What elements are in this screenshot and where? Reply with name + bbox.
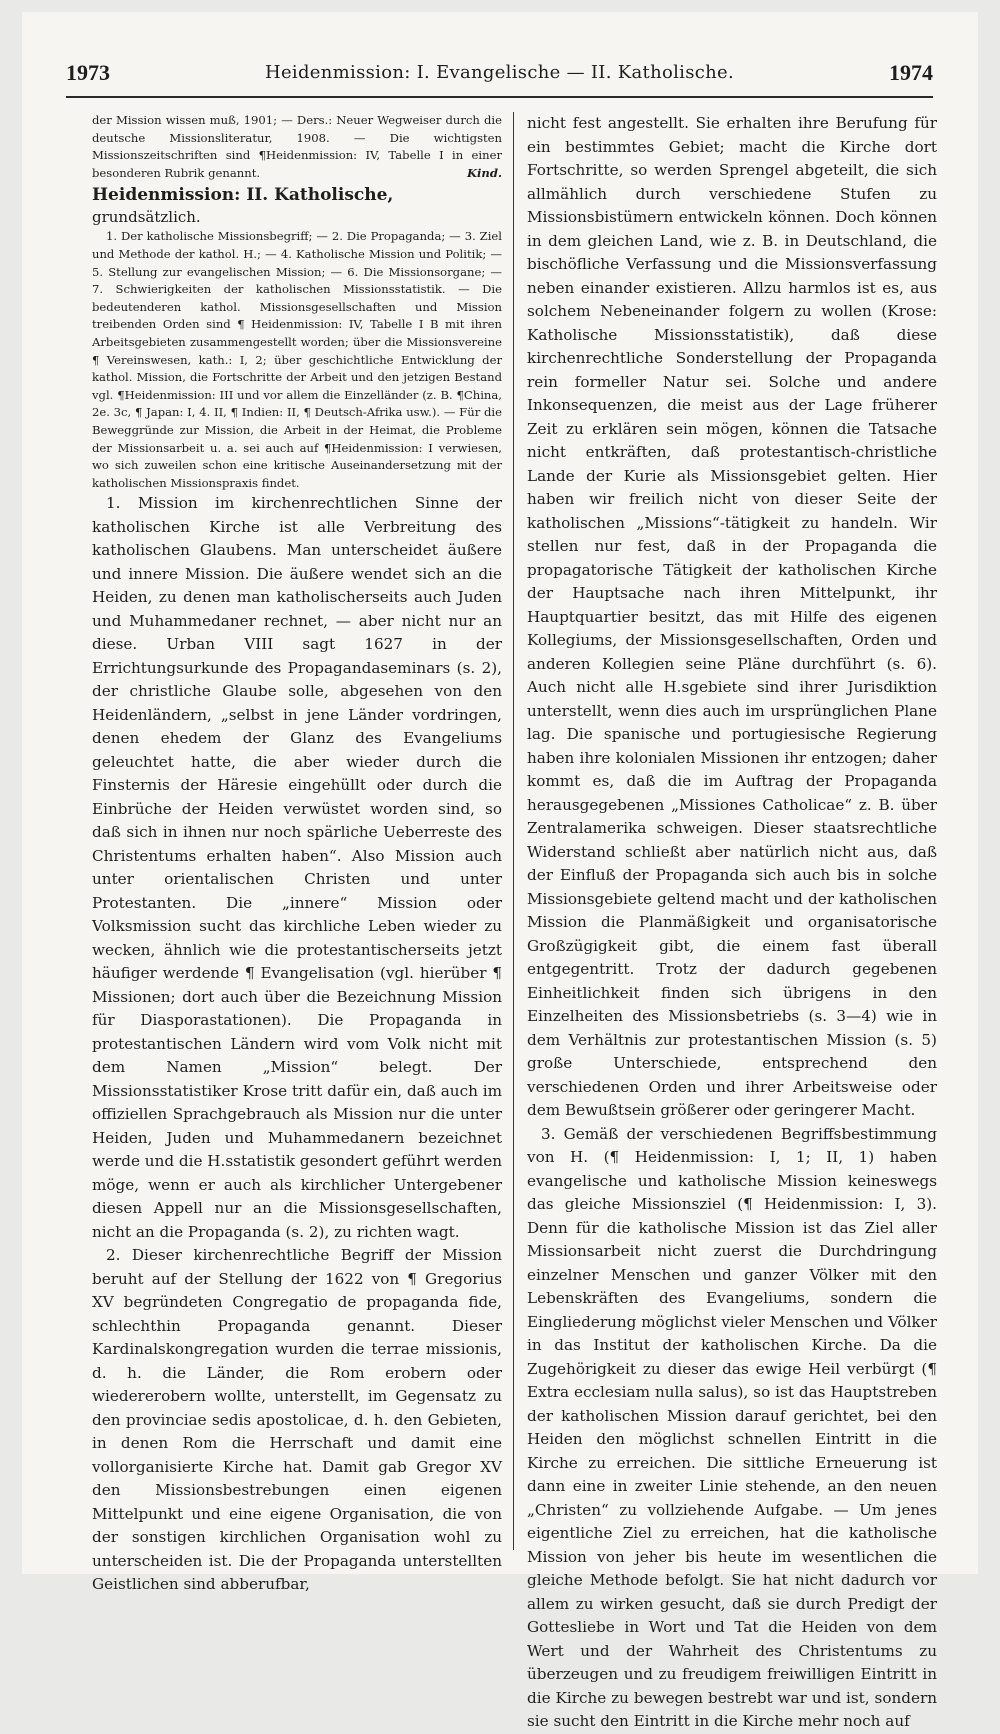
left-column [92,112,503,1594]
header-rule [66,96,933,98]
paragraph-1-mission-concept: 1. Mission im kirchenrechtlichen Sinne der katholischen Kirche ist alle Verbreitung des katholischen Glaubens. Man unterscheidet äußere und innere Mission. Die äußere wendet sich an die Heiden, zu denen man katholischerseits auch Juden und Muhammedaner rechnet, — aber nicht nur an diese. Urban VIII sagt 1627 in der Errichtungsurkunde des Propagandaseminars (s. 2), der christliche Glaube solle, abgesehen von den Heidenländern, „selbst in jene Länder vordringen, denen ehedem der Glanz des Evangeliums geleuchtet hatte, die aber wieder durch die Finsternis der Häresie eingehüllt oder durch die Einbrüche der Heiden verwüstet worden sind, so daß sich in ihnen nur noch spärliche Ueberreste des Christentums erhalten haben“. Also Mission auch unter orientalischen Christen und unter Protestanten. Die „innere“ Mission oder Volksmission sucht das kirchliche Leben wieder zu wecken, ähnlich wie die protestantischerseits jetzt häufiger werdende ¶ Evangelisation (vgl. hierüber ¶ Missionen; dort auch über die Bezeichnung Mission für Diasporastationen). Die Propaganda in protestantischen Ländern wird vom Volk nicht mit dem Namen „Mission“ belegt. Der Missionsstatistiker Krose tritt dafür ein, daß auch im offiziellen Sprachgebrauch als Mission nur die unter Heiden, Juden und Muhammedanern bezeichnet werde und die H.sstatistik gesondert geführt werden möge, wenn er auch als kirchlicher Untergebener diesen Appell nur an die Missionsgesellschaften, nicht an die Propaganda (s. 2), zu richten wagt. [92,494,503,1241]
page-number-right: 1974 [889,60,933,85]
column-divider [513,112,514,1550]
running-title: Heidenmission: I. Evangelische — II. Katholische. [264,62,735,83]
author-signature: Kind. [466,165,502,180]
section-heading [92,184,502,228]
section-title: Heidenmission: II. Katholische, [92,185,394,206]
section-subtitle: grundsätzlich. [92,208,201,227]
contents-summary: 1. Der katholische Missionsbegriff; — 2. Die Propaganda; — 3. Ziel und Methode der kathol. H.; — 4. Katholische Mission und Politik; — 5. Stellung zur evangelischen Mission; — 6. Die Missionsorgane; — 7. Schwierigkeiten der katholischen Missionsstatistik. — Die bedeutenderen kathol. Missionsgesellschaften und Mission treibenden Orden sind ¶ Heidenmission: IV, Tabelle I B mit ihren Arbeitsgebieten zusammengestellt worden; über die Missionsvereine ¶ Vereinswesen, kath.: I, 2; über geschichtliche Entwicklung der kathol. Mission, die Fortschritte der Arbeit und den jetzigen Bestand vgl. ¶Heidenmission: III und vor allem die Einzelländer (z. B. ¶China, 2e. 3c, ¶ Japan: I, 4. II, ¶ Indien: II, ¶ Deutsch-Afrika usw.). — Für die Beweggründe zur Mission, die Arbeit in der Heimat, die Probleme der Missionsarbeit u. a. sei auch auf ¶Heidenmission: I verwiesen, wo sich zuweilen schon eine kritische Auseinandersetzung mit der katholischen Missionspraxis findet. [92,229,502,490]
paragraph-2-propaganda: 2. Dieser kirchenrechtliche Begriff der Mission beruht auf der Stellung der 1622 von ¶ Gregorius XV begründeten Congregatio de propaganda fide, schlechthin Propaganda genannt. Dieser Kardinalskongregation wurden die terrae missionis, d. h. die Länder, die Rom erobern oder wiedererobern wollte, unterstellt, im Gegensatz zu den provinciae sedis apostolicae, d. h. den Gebieten, in denen Rom die Herrschaft und damit eine vollorganisierte Kirche hat. Damit gab Gregor XV den Missionsbestrebungen einen eigenen Mittelpunkt und eine eigene Organisation, die von der sonstigen kirchlichen Organisation wohl zu unterscheiden ist. Die der Propaganda unterstellten Geistlichen sind abberufbar, [92,1246,502,1594]
paragraph-3-goal-method: 3. Gemäß der verschiedenen Begriffsbestimmung von H. (¶ Heidenmission: I, 1; II, 1) haben evangelische und katholische Mission keineswegs das gleiche Missionsziel (¶ Heidenmission: I, 3). Denn für die katholische Mission ist das Ziel aller Missionsarbeit nicht zuerst die Durchdringung einzelner Menschen und ganzer Völker mit den Lebenskräften des Evangeliums, sondern die Eingliederung möglichst vieler Menschen und Völker in das Institut der katholischen Kirche. Da die Zugehörigkeit zu dieser das ewige Heil verbürgt (¶ Extra ecclesiam nulla salus), so ist das Hauptstreben der katholischen Mission darauf gerichtet, bei den Heiden den möglichst schnellen Eintritt in die Kirche zu erreichen. Die sittliche Erneuerung ist dann eine in zweiter Linie stehende, an den neuen „Christen“ zu vollziehende Aufgabe. — Um jenes eigentliche Ziel zu erreichen, hat die katholische Mission von jeher bis heute im wesentlichen die gleiche Methode befolgt. Sie hat nicht dadurch vor allem zu wirken gesucht, daß sie durch Predigt der Gottesliebe in Wort und Tat die Heiden von dem Wert und der Wahrheit des Christentums zu überzeugen und zu freudigem freiwilligen Eintritt in die Kirche zu bewegen bestrebt war und ist, sondern sie sucht den Eintritt in die Kirche mehr noch auf [527,1124,937,1730]
bibliography-note [92,112,502,182]
bibliography-text: der Mission wissen muß, 1901; — Ders.: Neuer Wegweiser durch die deutsche Missionsliteratur, 1908. — Die wichtigsten Missionszeitschriften sind ¶Heidenmission: IV, Tabelle I in einer besonderen Rubrik genannt. [92,113,502,180]
page-header [66,54,933,94]
right-column [527,112,937,1730]
paragraph-2-continued: nicht fest angestellt. Sie erhalten ihre Berufung für ein bestimmtes Gebiet; macht die Kirche dort Fortschritte, so werden Sprengel abgeteilt, die sich allmählich durch verschiedene Stufen zu Missionsbistümern entwickeln können. Doch können in dem gleichen Land, wie z. B. in Deutschland, die bischöfliche Verfassung und die Missionsverfassung neben einander existieren. Allzu harmlos ist es, aus solchem Nebeneinander folgern zu wollen (Krose: Katholische Missionsstatistik), daß diese kirchenrechtliche Sonderstellung der Propaganda rein formeller Natur sei. Solche und andere Inkonsequenzen, die meist aus der Lage früherer Zeit zu erklären sein mögen, können die Tatsache nicht entkräften, daß protestantisch-christliche Lande der Kurie als Missionsgebiet gelten. Hier haben wir freilich nicht von dieser Seite der katholischen „Missions“-tätigkeit zu handeln. Wir stellen nur fest, daß in der Propaganda die propagatorische Tätigkeit der katholischen Kirche der Hauptsache nach ihren Mittelpunkt, ihr Hauptquartier besitzt, das mit Hilfe des eigenen Kollegiums, der Missionsgesellschaften, Orden und anderen Kollegien seine Pläne durchführt (s. 6). Auch nicht alle H.sgebiete sind ihrer Jurisdiktion unterstellt, wenn dies auch im ursprünglichen Plane lag. Die spanische und portugiesische Regierung haben ihre kolonialen Missionen ihr entzogen; daher kommt es, daß die im Auftrag der Propaganda herausgegebenen „Missiones Catholicae“ z. B. über Zentralamerika schweigen. Dieser staatsrechtliche Widerstand schließt aber natürlich nicht aus, daß der Einfluß der Propaganda sich auch bis in solche Missionsgebiete geltend macht und der katholischen Mission die Planmäßigkeit und organisatorische Großzügigkeit gibt, die einem fast überall entgegentritt. Trotz der dadurch gegebenen Einheitlichkeit finden sich übrigens in den Einzelheiten des Missionsbetriebs (s. 3—4) wie in dem Verhältnis zur protestantischen Mission (s. 5) große Unterschiede, entsprechend den verschiedenen Orden und ihrer Arbeitsweise oder dem Bewußtsein größerer oder geringerer Macht. [527,114,937,1119]
page-number-left: 1973 [66,60,110,85]
